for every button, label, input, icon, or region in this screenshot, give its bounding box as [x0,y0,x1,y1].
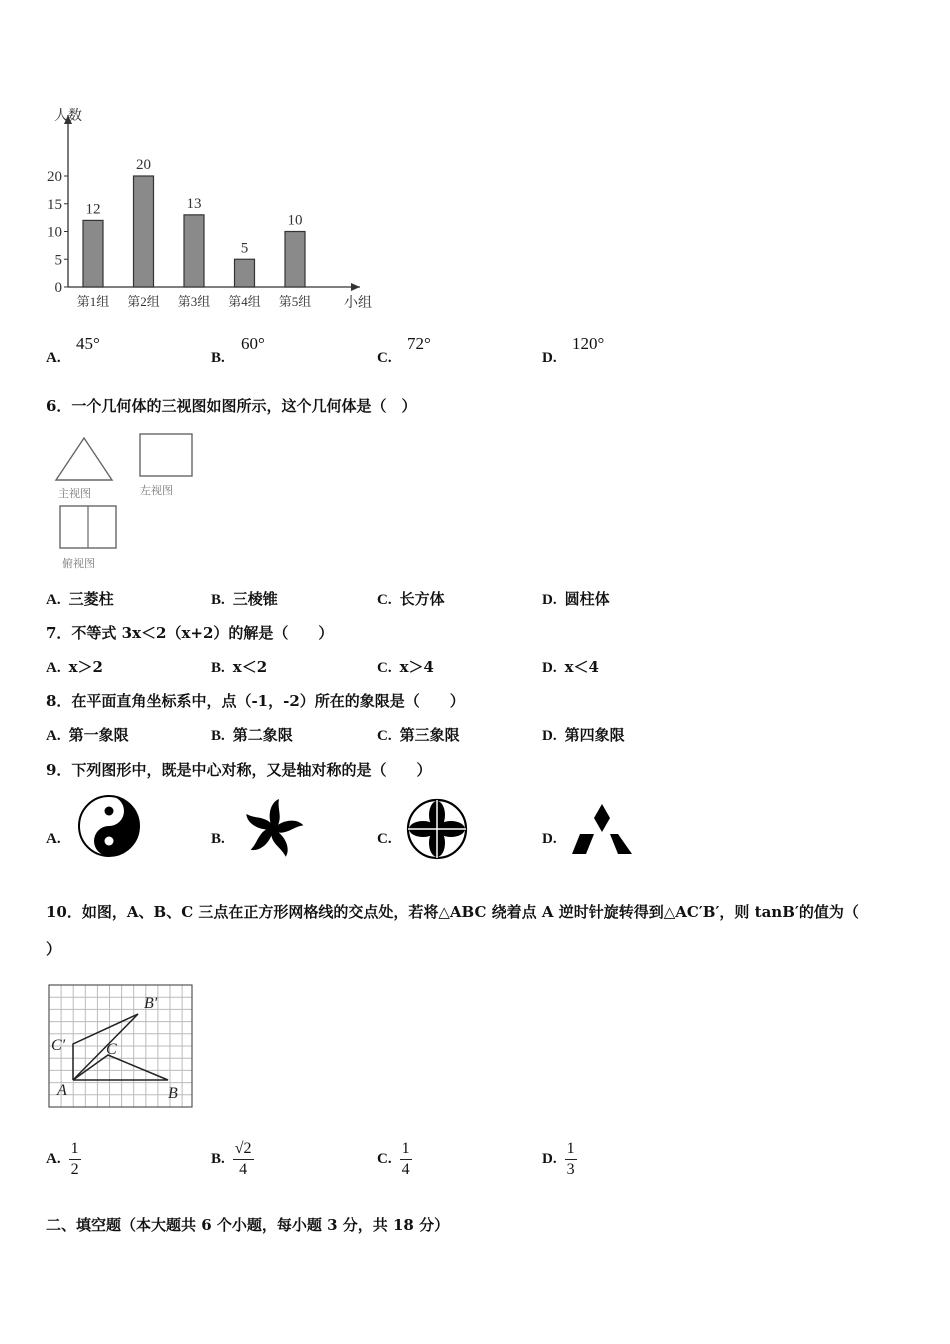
option-label: C. [377,592,392,608]
option-label: D. [542,350,557,366]
fraction [233,1139,254,1180]
q9-option-a[interactable] [46,829,69,848]
q5-option-b[interactable] [211,348,233,367]
numerator: 1 [69,1139,81,1160]
denominator: 4 [401,1161,410,1178]
option-label: D. [542,1151,557,1167]
yin-yang-icon [77,794,141,858]
q6-option-a[interactable] [46,588,114,609]
q9-option-b[interactable] [211,829,233,848]
option-text: 第二象限 [232,726,293,744]
option-text: x＞2 [68,658,103,676]
numerator: 1 [565,1139,577,1160]
x-tick-label: 第4组 [228,294,261,309]
bar-data-label: 12 [85,201,101,218]
option-text: 第三象限 [399,726,460,744]
four-petal-flower-icon [405,797,469,861]
option-label: B. [211,592,225,608]
option-label: A. [46,1151,61,1167]
option-label: D. [542,728,557,744]
option-label: D. [542,592,557,608]
q7-option-d[interactable] [542,656,599,677]
bar-data-label: 13 [186,195,202,212]
option-label: C. [377,350,392,366]
fraction [400,1139,412,1180]
q10-option-d[interactable] [542,1139,577,1180]
q5-option-d[interactable] [542,348,565,367]
label-b: B [168,1085,178,1102]
option-label: A. [46,728,61,744]
denominator: 4 [239,1161,248,1178]
bar [285,232,305,288]
front-view-caption: 主视图 [58,487,91,500]
x-axis-arrow [351,283,360,291]
q8-option-d[interactable] [542,724,625,745]
option-label: C. [377,660,392,676]
option-label: B. [211,350,225,366]
option-label: C. [377,1151,392,1167]
bar [235,259,255,287]
pinwheel-icon [240,796,306,862]
triangle-abc [73,1055,168,1080]
front-view-triangle [56,438,112,480]
rotation-grid-figure [46,982,196,1112]
option-text: 圆柱体 [564,590,610,608]
option-label: C. [377,831,392,847]
option-text: 第一象限 [68,726,129,744]
option-label: C. [377,728,392,744]
q6-option-d[interactable] [542,588,610,609]
q5-option-c-value: 72° [407,334,431,353]
q7-option-b[interactable] [211,656,267,677]
label-a: A [57,1082,67,1099]
q6-option-b[interactable] [211,588,278,609]
label-c: C [106,1041,117,1058]
q10-stem-line2: ） [46,940,62,958]
x-tick-label: 第2组 [127,294,160,309]
left-view-rectangle [140,434,192,476]
bar-data-label: 5 [240,240,249,257]
denominator: 3 [566,1161,575,1178]
x-tick-label: 第1组 [76,294,110,309]
option-label: B. [211,1151,225,1167]
q8-stem: 8．在平面直角坐标系中，点（-1，-2）所在的象限是（ ） [46,692,465,710]
bar [83,220,103,287]
q8-option-b[interactable] [211,724,293,745]
q10-option-b[interactable] [211,1139,254,1180]
y-tick-label: 0 [54,280,62,296]
option-text: 长方体 [399,590,445,608]
option-label: D. [542,831,557,847]
numerator: √2 [233,1139,254,1160]
three-diamond-logo-icon [572,802,632,856]
option-text: 三棱锥 [232,590,278,608]
option-label: A. [46,660,61,676]
option-label: B. [211,660,225,676]
q8-option-c[interactable] [377,724,460,745]
option-label: B. [211,831,225,847]
q9-option-d[interactable] [542,829,565,848]
option-label: A. [46,831,61,847]
option-text: x＜4 [564,658,599,676]
q5-option-b-value: 60° [241,334,265,353]
q10-option-a[interactable] [46,1139,81,1180]
bar-data-label: 20 [136,157,151,173]
q5-option-a[interactable] [46,348,69,367]
option-label: B. [211,728,225,744]
option-label: D. [542,660,557,676]
y-axis-label: 人数 [54,109,82,124]
option-text: x＞4 [399,658,434,676]
q6-option-c[interactable] [377,588,445,609]
bar-chart [40,105,390,320]
left-view-caption: 左视图 [140,484,173,497]
section-2-heading: 二、填空题（本大题共 6 个小题，每小题 3 分，共 18 分） [46,1216,450,1234]
q9-stem: 9．下列图形中，既是中心对称，又是轴对称的是（ ） [46,761,432,779]
option-label: A. [46,350,61,366]
numerator: 1 [400,1139,412,1160]
bar-data-label: 10 [287,212,303,229]
option-label: A. [46,592,61,608]
fraction [69,1139,81,1180]
q9-option-c[interactable] [377,829,400,848]
q10-stem-line1: 10．如图，A、B、C 三点在正方形网格线的交点处，若将△ABC 绕着点 A 逆时针旋转得到△AC′B′，则 tanB′的值为（ [46,903,859,921]
option-text: 三菱柱 [68,590,114,608]
q7-option-c[interactable] [377,656,434,677]
option-text: x＜2 [232,658,268,676]
denominator: 2 [70,1161,79,1178]
x-axis-label: 小组 [344,296,372,311]
q7-option-a[interactable] [46,656,103,677]
label-c-prime: C′ [51,1037,66,1054]
top-view-caption: 俯视图 [62,557,95,570]
q5-option-d-value: 120° [572,334,605,353]
fraction [565,1139,577,1180]
label-b-prime: B′ [144,995,158,1012]
x-tick-label: 第5组 [278,294,312,309]
q7-stem: 7．不等式 3x＜2（x+2）的解是（ ） [46,624,334,642]
q6-stem: 6．一个几何体的三视图如图所示，这个几何体是（ ） [46,397,417,415]
q5-option-c[interactable] [377,348,400,367]
bar [184,215,204,287]
y-tick-label: 15 [47,196,62,213]
bar [134,176,154,287]
y-tick-label: 20 [47,169,62,185]
q8-option-a[interactable] [46,724,129,745]
q5-option-a-value: 45° [76,334,100,353]
q10-option-c[interactable] [377,1139,412,1180]
y-tick-label: 10 [47,224,62,241]
x-tick-label: 第3组 [177,294,211,309]
y-tick-label: 5 [54,252,62,269]
option-text: 第四象限 [564,726,625,744]
